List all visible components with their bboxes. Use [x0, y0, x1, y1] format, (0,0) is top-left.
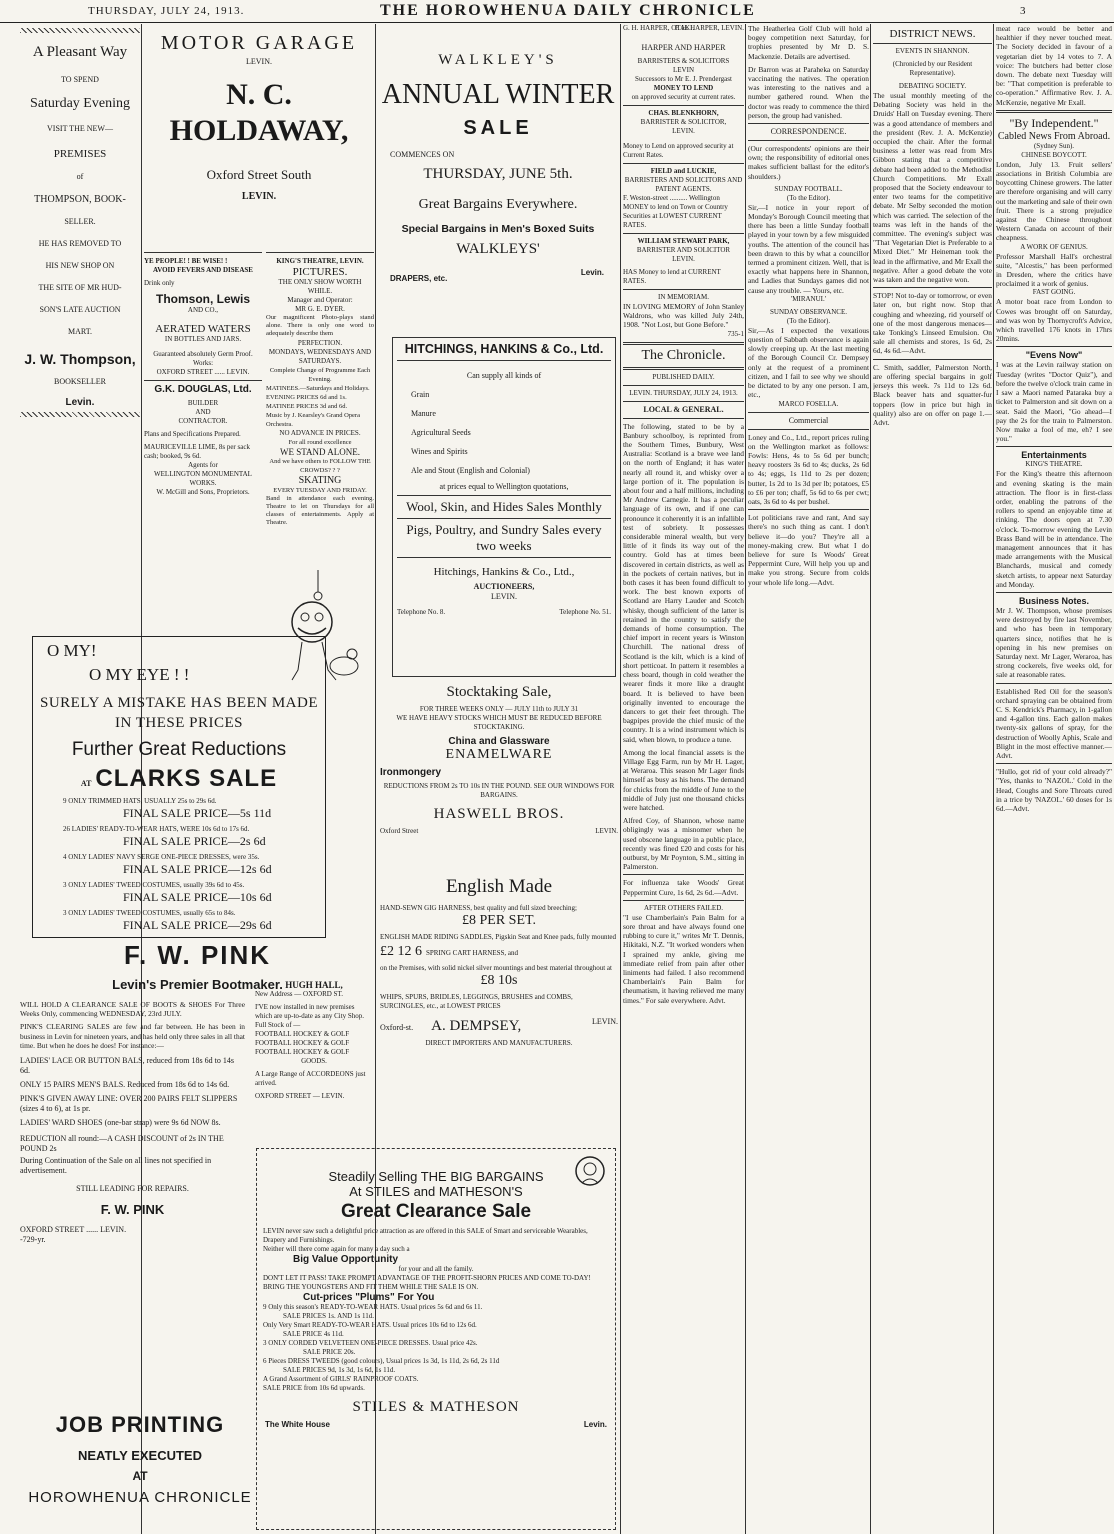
- ad-text: SALE PRICE 4s 11d.: [283, 1330, 344, 1338]
- section-heading: "Evens Now": [1025, 350, 1083, 361]
- column-rule: [745, 24, 746, 1534]
- ad-text: FOR THREE WEEKS ONLY — JULY 11th to JULY 31: [419, 705, 579, 713]
- ad-text: LEVIN.: [595, 827, 618, 835]
- signature: 'MIRANUI.': [791, 294, 826, 303]
- ad-text: LEVIN.: [491, 592, 517, 601]
- ad-text: WALKLEY'S: [438, 52, 558, 68]
- ad-text: FOOTBALL HOCKEY & GOLF: [255, 1048, 350, 1056]
- ad-text: Oxford Street: [380, 827, 419, 835]
- ad-text: WHIPS, SPURS, BRIDLES, LEGGINGS, BRUSHES and COMBS, SURCINGLES, etc., at LOWEST PRICES: [380, 993, 573, 1010]
- ad-text: Can supply all kinds of: [466, 371, 542, 380]
- ad-text: PREMISES: [53, 148, 107, 160]
- ad-text: WELLINGTON MONUMENTAL WORKS.: [154, 470, 252, 487]
- price-item-price: FINAL SALE PRICE—5s 11d: [123, 806, 272, 820]
- ad-text: BARRISTERS AND SOLICITORS AND PATENT AGENTS.: [624, 176, 743, 193]
- page-number: 3: [1020, 5, 1026, 17]
- section-heading: SUNDAY OBSERVANCE.: [770, 307, 847, 316]
- article-paragraph: A motor boat race from London to Cowes was brought off on Saturday, and was won by Thornycroft's Advice, which travelled 176 knots in 17hrs 20mins.: [996, 297, 1112, 344]
- section-heading: EVENTS IN SHANNON.: [895, 47, 970, 55]
- section-heading: PUBLISHED DAILY.: [652, 372, 715, 381]
- ad-name: HUGH HALL,: [285, 980, 343, 990]
- ad-text: 9 Only this season's READY-TO-WEAR HATS. Usual prices 5s 6d and 6s 11.: [263, 1303, 483, 1311]
- page-title: The Chronicle.: [641, 347, 726, 363]
- ad-text: Neither will there come again for many a day such a: [263, 1245, 410, 1253]
- ad-text: at prices equal to Wellington quotations,: [439, 482, 569, 491]
- ad-text: Ironmongery: [380, 767, 442, 778]
- ad-text: LEVIN: [673, 66, 694, 74]
- article-paragraph: The usual monthly meeting of the Debating Society was held in the Druids' Hall on Tuesday evening. There was a good attendance of members and the president (Rev. J. A. McKenzie) occupied the chair. After the formal business a letter was read from Mrs Gibbon stating that a competitive debate had been added to the Methodist Church Competitions. Mr Exall proposed that the Society endeavour to enter two teams for the competitive debate. Mr Selby seconded the motion which was carried. The selection of the teams was left in the hands of the committee. The evening's subject was "That Vegetarian Diet is Preferable to a Mixed Diet." Mr Heineman took the lead in the affirmative, and Mr Exall the negative. After a good debate the vote was taken and the negative won.: [873, 91, 992, 285]
- ad-text: MONDAYS, WEDNESDAYS AND SATURDAYS.: [268, 347, 372, 365]
- price-item-price: FINAL SALE PRICE—12s 6d: [123, 862, 272, 876]
- ad-text: SPRING CART HARNESS, and: [426, 949, 519, 957]
- ad-text: of: [76, 172, 84, 181]
- ad-name: WILLIAM STEWART PARK,: [637, 237, 730, 245]
- ad-name: STILES & MATHESON: [352, 1399, 520, 1415]
- ad-name: N. C. HOLDAWAY,: [169, 78, 349, 147]
- section-heading: SUNDAY FOOTBALL.: [774, 184, 843, 193]
- ad-name: F. W. PINK: [123, 940, 272, 970]
- ad-text: MAURICEVILLE LIME, 8s per sack cash; booked, 9s 6d.: [144, 443, 250, 460]
- ad-text: 3 ONLY CORDED VELVETEEN ONE-PIECE DRESSES. Usual price 42s.: [263, 1339, 478, 1347]
- article-paragraph: The Heatherlea Golf Club will hold a bogey competition next Saturday, for trophies presented by Mr D. S. Mackenzie. Details are advertised.: [748, 24, 869, 61]
- ad-text: £2 12 6: [380, 944, 422, 959]
- ad-text: Great Bargains Everywhere.: [418, 197, 578, 212]
- ad-text: THE ONLY SHOW WORTH WHILE.: [278, 278, 362, 295]
- ad-text: MATINEES.—Saturdays and Holidays.: [266, 384, 370, 392]
- ad-text: Complete Change of Programme Each Evening.: [269, 366, 371, 383]
- ad-text: W. McGill and Sons, Proprietors.: [156, 488, 250, 496]
- product-list: [411, 390, 611, 476]
- ad-text: New Address — OXFORD ST.: [255, 990, 343, 998]
- ad-text: SALE PRICES 1s. AND 1s 11d.: [283, 1312, 374, 1320]
- ad-headline: O MY EYE ! !: [89, 665, 190, 684]
- ad-text: And we have others to FOLLOW THE CROWDS? ? ?: [269, 457, 371, 474]
- clarks-sale-ad: [32, 636, 326, 938]
- column-rule: [620, 24, 621, 1534]
- ad-text: DIRECT IMPORTERS AND MANUFACTURERS.: [425, 1039, 573, 1047]
- price-item-description: 3 ONLY LADIES' TWEED COSTUMES, usually 39s 6d to 45s.: [63, 881, 245, 889]
- ad-text: Levin.: [580, 268, 604, 277]
- ad-text: Manager and Operator:: [287, 296, 353, 304]
- walkley-ad: [378, 24, 618, 342]
- ad-text: SALE PRICES 9d, 1s 3d, 1s 6d, 1s 11d.: [283, 1366, 396, 1374]
- ad-text: G. H. HARPER, OTAKI.: [623, 24, 695, 32]
- thomson-lewis-ad: [144, 252, 262, 541]
- ad-text: AT: [80, 779, 92, 788]
- ad-text: SON'S LATE AUCTION: [39, 305, 121, 314]
- ad-text: AUCTIONEERS,: [473, 582, 535, 591]
- ad-text: Our magnificent Photo-plays stand alone. There is only one word to adequately describe them: [266, 314, 374, 338]
- ad-text: Cut-prices "Plums" For You: [303, 1292, 435, 1303]
- ad-text: SALE PRICE from 10s 6d upwards.: [263, 1384, 365, 1392]
- masthead-title: THE HOROWHENUA DAILY CHRONICLE: [380, 2, 756, 19]
- thompson-ad: [20, 24, 140, 569]
- ad-text: Oxford-st.: [380, 1023, 414, 1032]
- ad-text: PINK'S CLEARING SALES are few and far between. He has been in business in Levin for nineteen years, and has held only three sales in all that time. But when he does he does! For instance:—: [20, 1022, 245, 1050]
- ad-text: NO ADVANCE IN PRICES.: [279, 428, 361, 437]
- ad-headline: A Pleasant Way: [32, 44, 128, 60]
- article-paragraph: Lot politicians rave and rant, And say there's no such thing as cant. I don't believe it—do you? They're all a money-making crew. But what I do believe for sure Is Woods' Great Peppermint Cure, Will help you up and make you strong. Secure from colds your whole life long.—Advt.: [748, 513, 869, 587]
- ad-text: Special Bargains in Men's Boxed Suits: [401, 223, 595, 235]
- article-paragraph: For influenza take Woods' Great Peppermint Cure, 1s 6d, 2s 6d.—Advt.: [623, 878, 744, 897]
- job-printing-ad: [20, 1412, 260, 1530]
- ad-text: MART.: [67, 327, 93, 336]
- ad-text: ONLY 15 PAIRS MEN'S BALS. Reduced from 18s 6d to 14s 6d.: [20, 1080, 230, 1090]
- ad-text: Oxford Street South: [206, 167, 312, 182]
- product-item: Grain: [411, 390, 430, 399]
- ad-text: FOOTBALL HOCKEY & GOLF: [255, 1030, 350, 1038]
- ad-text: Plans and Specifications Prepared.: [144, 430, 241, 438]
- ad-name: HITCHINGS, HANKINS & Co., Ltd.: [397, 342, 611, 361]
- ad-headline: Great Clearance Sale: [340, 1201, 532, 1222]
- article-paragraph: (Our correspondents' opinions are their own; the responsibility of editorial ones makes sufficient ballast for the editor's shoulders.): [748, 144, 869, 181]
- article-paragraph: Among the local financial assets is the Village Egg Farm, run by Mr H. Lager, at Weraroa. This season Mr Lager finds himself as busy as his hens. The demand for chicks from the middle of June to the middle of July just one thousand chicks were hatched.: [623, 747, 744, 812]
- hugh-hall-ad: [255, 980, 373, 1145]
- ad-text: I'VE now installed in new premises which are up-to-date as any City Shop.: [255, 1003, 365, 1020]
- ad-headline: O MY!: [47, 641, 97, 660]
- article-paragraph: C. Smith, saddler, Palmerston North, are offering special bargains in golf jerseys this week. 7s 11d to 12s 6d. Black beaver hats and squatter-fur toppers (low in price but high in quality) also are on offer on page 1.—Advt.: [873, 362, 992, 427]
- ad-text: BUILDER: [187, 399, 219, 407]
- column-4: [623, 24, 744, 1534]
- ad-text: LEVIN.: [246, 57, 272, 66]
- signature: MARCO FOSELLA.: [778, 399, 839, 408]
- ad-text: MATINEE PRICES 3d and 6d.: [266, 402, 348, 410]
- ad-text: (Chronicled by our Resident Representative).: [892, 60, 973, 77]
- ad-text: BARRISTER AND SOLICITOR: [636, 246, 731, 254]
- ad-text: SKATING: [298, 474, 342, 486]
- product-item: Wines and Spirits: [411, 447, 468, 456]
- article-paragraph: Professor Marshall Hall's orchestral suite, "Alcestis," has been performed in Dresden, where the critics have proclaimed it a work of genius.: [996, 251, 1112, 289]
- ad-text: PINK'S GIVEN AWAY LINE: OVER 200 PAIRS FELT SLIPPERS (sizes 4 to 6), at 1s pr.: [20, 1094, 238, 1114]
- ad-text: Band in attendance each evening. Theatre to let on Thursdays for all classes of entertainments. Apply at Theatre.: [266, 494, 374, 526]
- ad-text: MR G. E. DYER.: [295, 305, 345, 313]
- price-item-description: 3 ONLY LADIES' TWEED COSTUMES, usually 65s to 84s.: [63, 909, 236, 917]
- memoriam-text: IN LOVING MEMORY of John Stanley Waldrons, who was killed July 24th, 1908. "Not Lost, but Gone Before.": [623, 302, 744, 330]
- ad-text: HIS NEW SHOP ON: [45, 261, 115, 270]
- ad-text: Saturday Evening: [30, 96, 130, 111]
- ad-text: AND: [195, 408, 211, 416]
- ad-headline: MOTOR GARAGE: [160, 32, 358, 54]
- article-paragraph: "Hullo, got rid of your cold already?" "Yes, thanks to 'NAZOL.' Cold in the Head, Coughs and Sore Throats cured in a trice by 'NAZOL.' 60 doses for 1s 6d.—Advt.: [996, 767, 1112, 814]
- price-item: [33, 853, 325, 877]
- ad-text: DRAPERS, etc.: [390, 274, 448, 283]
- ad-text: Successors to Mr E. J. Prendergast: [635, 75, 732, 83]
- product-item: Ale and Stout (English and Colonial): [411, 466, 530, 475]
- ad-text: China and Glassware: [448, 736, 550, 747]
- ad-text: THE SITE OF MR HUD-: [38, 283, 122, 292]
- ad-headline: SALE: [463, 117, 533, 139]
- article-paragraph: The following, stated to be by a Banbury schoolboy, is reprinted from the Southern Times, Bunbury, West Australia: Scotland is a brave wee land on the north of England; it has water nearly all round it, and whisky over a large portion of it. The population is about four and a half millions, including Mr Andrew Carnegie. It has a peculiar language of its own, and if one can pronounce it coherently it is an infallible test of sobriety. It possesses considerable mineral wealth, but very little of it finds its way out of the country. Gold has at times been discovered in certain districts, as well as in the pockets of certain natives, but in both cases it has been found difficult to work. The best known exports of Scotland are Harry Lauder and Scotch whisky, though sufficient of the latter is retained in the country to satisfy the demands of home consumption. The chief import in recent years is Winston Churchill. The national dress of Scotland is the kilt, which is a kind of short petticoat. In pattern it resembles a chess board, though in cold weather the wearer finds it more like a draught board. It is believed to have been originally invented to encourage the dancers to get their feet through. The bagpipes provide the chief music of the country. It is a wind instrument which is said, when blown, to produce a tune.: [623, 421, 744, 744]
- article-paragraph: I was at the Levin railway station on Tuesday (writes "Doctor Quiz"), and before the twelve o'clock train came in I saw a Maori named Pataraka buy a ticket to Palmerston and sit down on a seat. Said the Maori, "Go ahead—I pay the 2s for the train to Palmerston. Now make a fool of me, eh? I see you.": [996, 360, 1112, 444]
- ad-text: FOOTBALL HOCKEY & GOLF: [255, 1039, 350, 1047]
- ad-headline: KING'S THEATRE, LEVIN.: [276, 257, 364, 265]
- ad-text: CONTRACTOR.: [178, 417, 228, 425]
- ad-name: CLARKS SALE: [95, 765, 278, 792]
- ad-text: A Large Range of ACCORDEONS just arrived.: [255, 1070, 366, 1087]
- ad-text: EVERY TUESDAY AND FRIDAY.: [273, 486, 367, 494]
- ad-text: ENAMELWARE: [445, 747, 553, 762]
- price-item-description: 9 ONLY TRIMMED HATS, USUALLY 25s to 29s 6d.: [63, 797, 217, 805]
- product-item: Manure: [411, 409, 436, 418]
- stiles-matheson-ad: [256, 1148, 616, 1530]
- ad-text: Telephone No. 8.: [397, 608, 446, 616]
- ad-text: OXFORD STREET ...... LEVIN.: [20, 1225, 127, 1235]
- ad-text: AND CO.,: [187, 306, 219, 314]
- ad-text: YE PEOPLE! ! BE WISE! !: [144, 257, 228, 265]
- ad-text: HE HAS REMOVED TO: [38, 239, 122, 248]
- ad-text: STILL LEADING FOR REPAIRS.: [76, 1184, 189, 1194]
- section-heading: A WORK OF GENIUS.: [1020, 242, 1088, 251]
- article-paragraph: Established Red Oil for the season's orchard spraying can be obtained from C. S. Kendrick's Pharmacy, in 1-gallon and 4-gallon tins. Each gallon makes twenty-six gallons of spray, for the destruction of Woolly Aphis, Scale and Blight in the most effective manner.—Advt.: [996, 686, 1112, 760]
- ad-text: Only Very Smart READY-TO-WEAR HATS. Usual prices 10s 6d to 12s 6d.: [263, 1321, 477, 1329]
- ad-text: HOROWHENUA CHRONICLE: [28, 1489, 252, 1506]
- ad-text: Further Great Reductions: [71, 739, 287, 760]
- price-item-price: FINAL SALE PRICE—10s 6d: [123, 890, 272, 904]
- ad-text: OXFORD STREET — LEVIN.: [255, 1092, 345, 1100]
- ad-text: AERATED WATERS: [155, 323, 251, 335]
- article-paragraph: STOP! Not to-day or tomorrow, or even later on, but right now. Stop that coughing and wheezing, rid yourself of one of the most dangerous menaces—take Tonking's Linseed Emulsion. On sale all chemists and stores, 1s 6d, 2s 6d, 4s 6d.—Advt.: [873, 291, 992, 356]
- section-heading: FAST GOING.: [1032, 288, 1076, 297]
- ad-name: Thomson, Lewis: [155, 292, 250, 306]
- price-item-description: 4 ONLY LADIES' NAVY SERGE ONE-PIECE DRESSES, were 35s.: [63, 853, 260, 861]
- ad-text: For all round excellence: [288, 438, 352, 446]
- column-6: [873, 24, 992, 1534]
- ad-text: LADIES' WARD SHOES (one-bar strap) were 9s 6d NOW 8s.: [20, 1118, 221, 1128]
- ad-text: WILL HOLD A CLEARANCE SALE OF BOOTS & SHOES For Three Weeks Only, commencing WEDNESDAY, 23rd JULY.: [20, 1000, 245, 1019]
- ad-text: Money to Lend on approved security at Current Rates.: [623, 142, 734, 159]
- column-rule: [870, 24, 871, 1534]
- ad-text: DON'T LET IT PASS! TAKE PROMPT ADVANTAGE OF THE PROFIT-SHORN PRICES AND COME TO-DAY!: [263, 1274, 591, 1282]
- ad-name: A. DEMPSEY,: [431, 1018, 522, 1034]
- ad-text: F. Weston-street .......... Wellington: [623, 194, 720, 202]
- ad-text: THURSDAY, JUNE 5th.: [423, 166, 573, 182]
- ad-text: REDUCTIONS FROM 2s TO 10s IN THE POUND. SEE OUR WINDOWS FOR BARGAINS.: [383, 782, 615, 799]
- ad-text: Telephone No. 51.: [559, 608, 611, 616]
- ad-text: LEVIN.: [672, 255, 695, 263]
- article-paragraph: London, July 13. Fruit sellers' associations in British Columbia are boycotting Chinese growers. The latter are therefore organising and will carry out the marketing and sale of their own fruit. There is a strong prejudice against the Chinese throughout Western Canada on account of their cheapness.: [996, 159, 1112, 243]
- ad-text: A Grand Assortment of GIRLS' RAINPROOF COATS.: [263, 1375, 419, 1383]
- ad-text: (Sydney Sun).: [1033, 141, 1075, 150]
- article-paragraph: "I use Chamberlain's Pain Balm for a sore throat and have always found one rubbing to cure it," writes Mr T. Dennis, Hikitaki, N.Z. "It worked wonders when I sprained my ankle, giving me immediate relief from pain after other liniments had failed. I also recommend Chamberlain's Pain Balm for rheumatism, it having relieved me many times." For sale everywhere. Advt.: [623, 912, 744, 1005]
- column-rule: [993, 24, 994, 1534]
- ad-headline: English Made: [445, 876, 553, 897]
- ad-text: (To the Editor).: [786, 316, 831, 325]
- ad-text: The White House: [265, 1420, 330, 1429]
- article-paragraph: Dr Barron was at Paraheka on Saturday vaccinating the natives. The operation was interesting to the natives and a number gathered round. When the doctor was ready to commence the third person, the group had vanished.: [748, 64, 869, 120]
- ad-text: Drink only: [144, 279, 175, 287]
- article-paragraph: Mr J. W. Thompson, whose premises were destroyed by fire last November, and who has been in temporary quarters since, notifies that he is opening in his new premises on Saturday next. Mr Lager, Weraroa, has strong cockerels, five weeks old, for sale at reasonable rates.: [996, 605, 1112, 680]
- ad-text: SELLER.: [64, 217, 96, 226]
- article-paragraph: For the King's theatre this afternoon and evening skating is the main attraction. The floor is in first-class order, enabling the patrons of the rollers to spend an enjoyable time at rinking. The doors open at 7.30 o'clock. To-morrow evening the Levin Brass Band will be in attendance. The management announces that it has made arrangements with the Musical Blanchards, musical and comedy sketch artists, to appear next Saturday and Monday.: [996, 469, 1112, 589]
- price-item: [33, 909, 325, 933]
- ad-text: THOMPSON, BOOK-: [34, 194, 126, 205]
- ad-text: REDUCTION all round:—A CASH DISCOUNT of 2s IN THE POUND 2s: [20, 1134, 224, 1154]
- section-heading: Cabled News From Abroad.: [997, 130, 1111, 142]
- price-item: [33, 797, 325, 821]
- ad-name: CHAS. BLENKHORN,: [648, 109, 719, 117]
- hitchings-ad: [392, 337, 616, 677]
- ad-text: Levin.: [583, 1420, 607, 1429]
- article-paragraph: meat race would be better and healthier if they never touched meat. The Society decided in favour of a vegetarian diet by 14 votes to 7. A voice: The butchers had better close down. The debate next Tuesday will be: "That competition is preferable to co-operation." Affirmative Rev. J. A. McKenzie, negative Mr Exall.: [996, 24, 1112, 107]
- ad-name: HARPER AND HARPER: [641, 43, 726, 52]
- ad-text: Levin.: [65, 397, 95, 408]
- ad-text: SURELY A MISTAKE HAS BEEN MADE IN THESE PRICES: [39, 695, 318, 731]
- price-item: [33, 825, 325, 849]
- price-list: [33, 797, 325, 938]
- ad-text: -729-yr.: [20, 1235, 46, 1245]
- ad-text: WE STAND ALONE.: [279, 446, 361, 457]
- section-heading: KING'S THEATRE.: [1025, 460, 1083, 469]
- section-heading: CORRESPONDENCE.: [770, 127, 847, 137]
- section-heading: Entertainments: [1021, 450, 1087, 461]
- section-heading: IN MEMORIAM.: [658, 293, 709, 301]
- decorative-border: [20, 412, 140, 417]
- ad-name: JOB PRINTING: [55, 1412, 225, 1437]
- ad-text: Full Stock of —: [255, 1021, 301, 1029]
- article-paragraph: Sir,—I notice in your report of Monday's Borough Council meeting that there has been a little Sunday football played in your town by a few misguided youths. The attention of the council has been drawn to this by what a councillor termed a prominent citizen. Well, that is exactly what happens here in Shannon, and Ladies that Sundays games did not cause any trouble. — Yours, etc.: [748, 202, 869, 295]
- ad-text: Agents for: [188, 461, 218, 469]
- section-heading: Commercial: [788, 415, 829, 425]
- ad-text: BRING THE YOUNGSTERS AND FIT THEM WHILE THE SALE IS ON.: [263, 1283, 479, 1291]
- price-item-price: FINAL SALE PRICE—2s 6d: [123, 834, 266, 848]
- ad-text: OXFORD STREET ...... LEVIN.: [156, 368, 250, 376]
- section-heading: CHINESE BOYCOTT.: [1021, 150, 1087, 159]
- ad-headline: At STILES and MATHESON'S: [349, 1184, 523, 1199]
- ad-text: (To the Editor).: [786, 193, 831, 202]
- price-item: [33, 881, 325, 905]
- ad-text: LEVIN.: [672, 127, 695, 135]
- price-item-description: 26 LADIES' READY-TO-WEAR HATS, WERE 10s 6d to 17s 6d.: [63, 825, 250, 833]
- ad-text: Wool, Skin, and Hides Sales Monthly: [406, 499, 602, 514]
- ad-text: PERFECTION.: [297, 338, 343, 347]
- ad-name: WALKLEYS': [456, 241, 540, 257]
- section-heading: "By Independent.": [1009, 115, 1099, 130]
- ad-text: BOOKSELLER: [54, 377, 106, 386]
- ad-text: NEATLY EXECUTED: [77, 1448, 202, 1463]
- section-heading: AFTER OTHERS FAILED.: [643, 903, 723, 912]
- ad-text: Big Value Opportunity: [293, 1254, 399, 1265]
- ad-text: Levin's Premier Bootmaker.: [112, 977, 283, 992]
- ad-text: IN BOTTLES AND JARS.: [164, 335, 242, 343]
- dateline: LEVIN. THURSDAY, JULY 24, 1913.: [629, 388, 738, 397]
- ad-text: ENGLISH MADE RIDING SADDLES, Pigskin Seat and Knee pads, fully mounted: [380, 933, 617, 941]
- ad-text: HAS Money to lend at CURRENT RATES.: [623, 268, 721, 285]
- masthead: [0, 0, 1114, 23]
- ad-name: HASWELL BROS.: [433, 806, 565, 822]
- ad-text: on the Premises, with solid nickel silver mountings and best material throughout at: [380, 964, 612, 972]
- ad-text: Hitchings, Hankins & Co., Ltd.,: [433, 566, 575, 578]
- ad-text: EVENING PRICES 6d and 1s.: [266, 393, 347, 401]
- ad-text: COMMENCES ON: [390, 150, 455, 159]
- ad-text: LEVIN.: [592, 1017, 618, 1026]
- ad-text: PICTURES.: [292, 266, 348, 278]
- ad-text: SALE PRICE 20s.: [303, 1348, 356, 1356]
- ad-text: P. H. HARPER, LEVIN.: [674, 24, 744, 32]
- price-item: [33, 937, 325, 938]
- kings-theatre-ad: [266, 252, 374, 553]
- ad-text: Music by J. Kearsley's Grand Opera Orchestra.: [266, 411, 360, 428]
- section-heading: DEBATING SOCIETY.: [898, 82, 967, 90]
- ad-headline: Steadily Selling THE BIG BARGAINS: [328, 1169, 544, 1184]
- lady-portrait-icon: [575, 1153, 605, 1189]
- section-heading: DISTRICT NEWS.: [889, 28, 976, 40]
- ad-text: MONEY to lend on Town or Country Securities at LOWEST CURRENT RATES.: [623, 203, 728, 229]
- ad-text: LEVIN never saw such a delightful price attraction as are offered in this SALE of Smart and serviceable Wearables, Drapery and Furnishings.: [263, 1227, 588, 1244]
- ad-text: 6 Pieces DRESS TWEEDS (good colours), Usual prices 1s 3d, 1s 11d, 2s 6d, 2s 11d: [263, 1357, 500, 1365]
- ad-text: BARRISTER & SOLICITOR,: [640, 118, 727, 126]
- price-item-description: [63, 937, 325, 938]
- ad-text: HAND-SEWN GIG HARNESS, best quality and full sized breeching;: [380, 904, 577, 912]
- ad-text: £8 10s: [480, 973, 518, 988]
- price-item-price: FINAL SALE PRICE—29s 6d: [123, 918, 272, 932]
- section-heading: Business Notes.: [1018, 595, 1090, 606]
- ad-text: GOODS.: [301, 1057, 327, 1065]
- ad-name: F. W. PINK: [100, 1202, 165, 1218]
- ad-text: AVOID FEVERS AND DISEASE: [153, 266, 253, 274]
- haswell-ad: [380, 680, 618, 870]
- ad-text: MONEY TO LEND: [653, 84, 714, 92]
- ad-text: LADIES' LACE OR BUTTON BALS, reduced from 18s 6d to 14s 6d.: [20, 1056, 234, 1076]
- ad-text: During Continuation of the Sale on all lines not specified in advertisement.: [20, 1156, 212, 1176]
- article-paragraph: Loney and Co., Ltd., report prices ruling on the Wellington market as follows: Fowls: Hens, 4s to 5s 6d per bunch; heavy roosters 3s 6d to 4s; ducks, 2s 6d to 4s; eggs, 1s 11d to 2s per dozen; butter, 1s 2d to 1s 3d per lb; potatoes, £5 to £6 per ton; chaff, 5s 6d to 6s per cwt; oats, 3s 6d to 4s per bushel.: [748, 432, 869, 506]
- ad-text: on approved security at current rates.: [631, 93, 736, 101]
- ad-name: FIELD and LUCKIE,: [650, 167, 717, 175]
- motor-garage-ad: [144, 24, 374, 244]
- ad-text: VISIT THE NEW—: [47, 124, 113, 133]
- ad-text: Guaranteed absolutely Germ Proof.: [153, 350, 253, 358]
- masthead-date: THURSDAY, JULY 24, 1913.: [88, 5, 245, 17]
- ad-text: LEVIN.: [241, 191, 277, 202]
- dempsey-ad: [380, 876, 618, 1071]
- ad-text: for your and all the family.: [398, 1265, 474, 1273]
- decorative-border: [20, 28, 140, 33]
- section-heading: LOCAL & GENERAL.: [643, 404, 724, 414]
- ad-headline: Stocktaking Sale,: [446, 684, 552, 700]
- ad-text: 735-1: [727, 329, 744, 338]
- ad-text: Works:: [192, 359, 214, 367]
- ad-text: TO SPEND: [61, 75, 99, 84]
- article-paragraph: Sir,—As I expected the vexatious question of Sabbath observance is again slowly creeping up. At the last meeting of the Borough Council Cr. Dempsey only at the request of a prominent citizen, and I fail to see why we should be dictated to by any one person. I am, etc.,: [748, 325, 869, 400]
- ad-name: G.K. DOUGLAS, Ltd.: [154, 384, 252, 395]
- ad-text: Pigs, Poultry, and Sundry Sales every two weeks: [406, 522, 602, 553]
- ad-text: BARRISTERS & SOLICITORS: [637, 57, 730, 65]
- column-5: [748, 24, 869, 1534]
- ad-name: J. W. Thompson,: [24, 351, 136, 367]
- ad-text: £8 PER SET.: [461, 913, 537, 928]
- ad-text: WE HAVE HEAVY STOCKS WHICH MUST BE REDUCED BEFORE STOCKTAKING.: [396, 714, 602, 731]
- ad-headline: ANNUAL WINTER: [381, 79, 615, 110]
- ad-text: AT: [132, 1469, 148, 1483]
- article-paragraph: Alfred Coy, of Shannon, whose name obligingly was a misnomer when he used obscene language in a public place, recently was fined £20 and costs for his outburst, by Mr Poynton, S.M., sitting in Palmerston.: [623, 816, 744, 872]
- product-item: Agricultural Seeds: [411, 428, 471, 437]
- column-7: [996, 24, 1112, 1534]
